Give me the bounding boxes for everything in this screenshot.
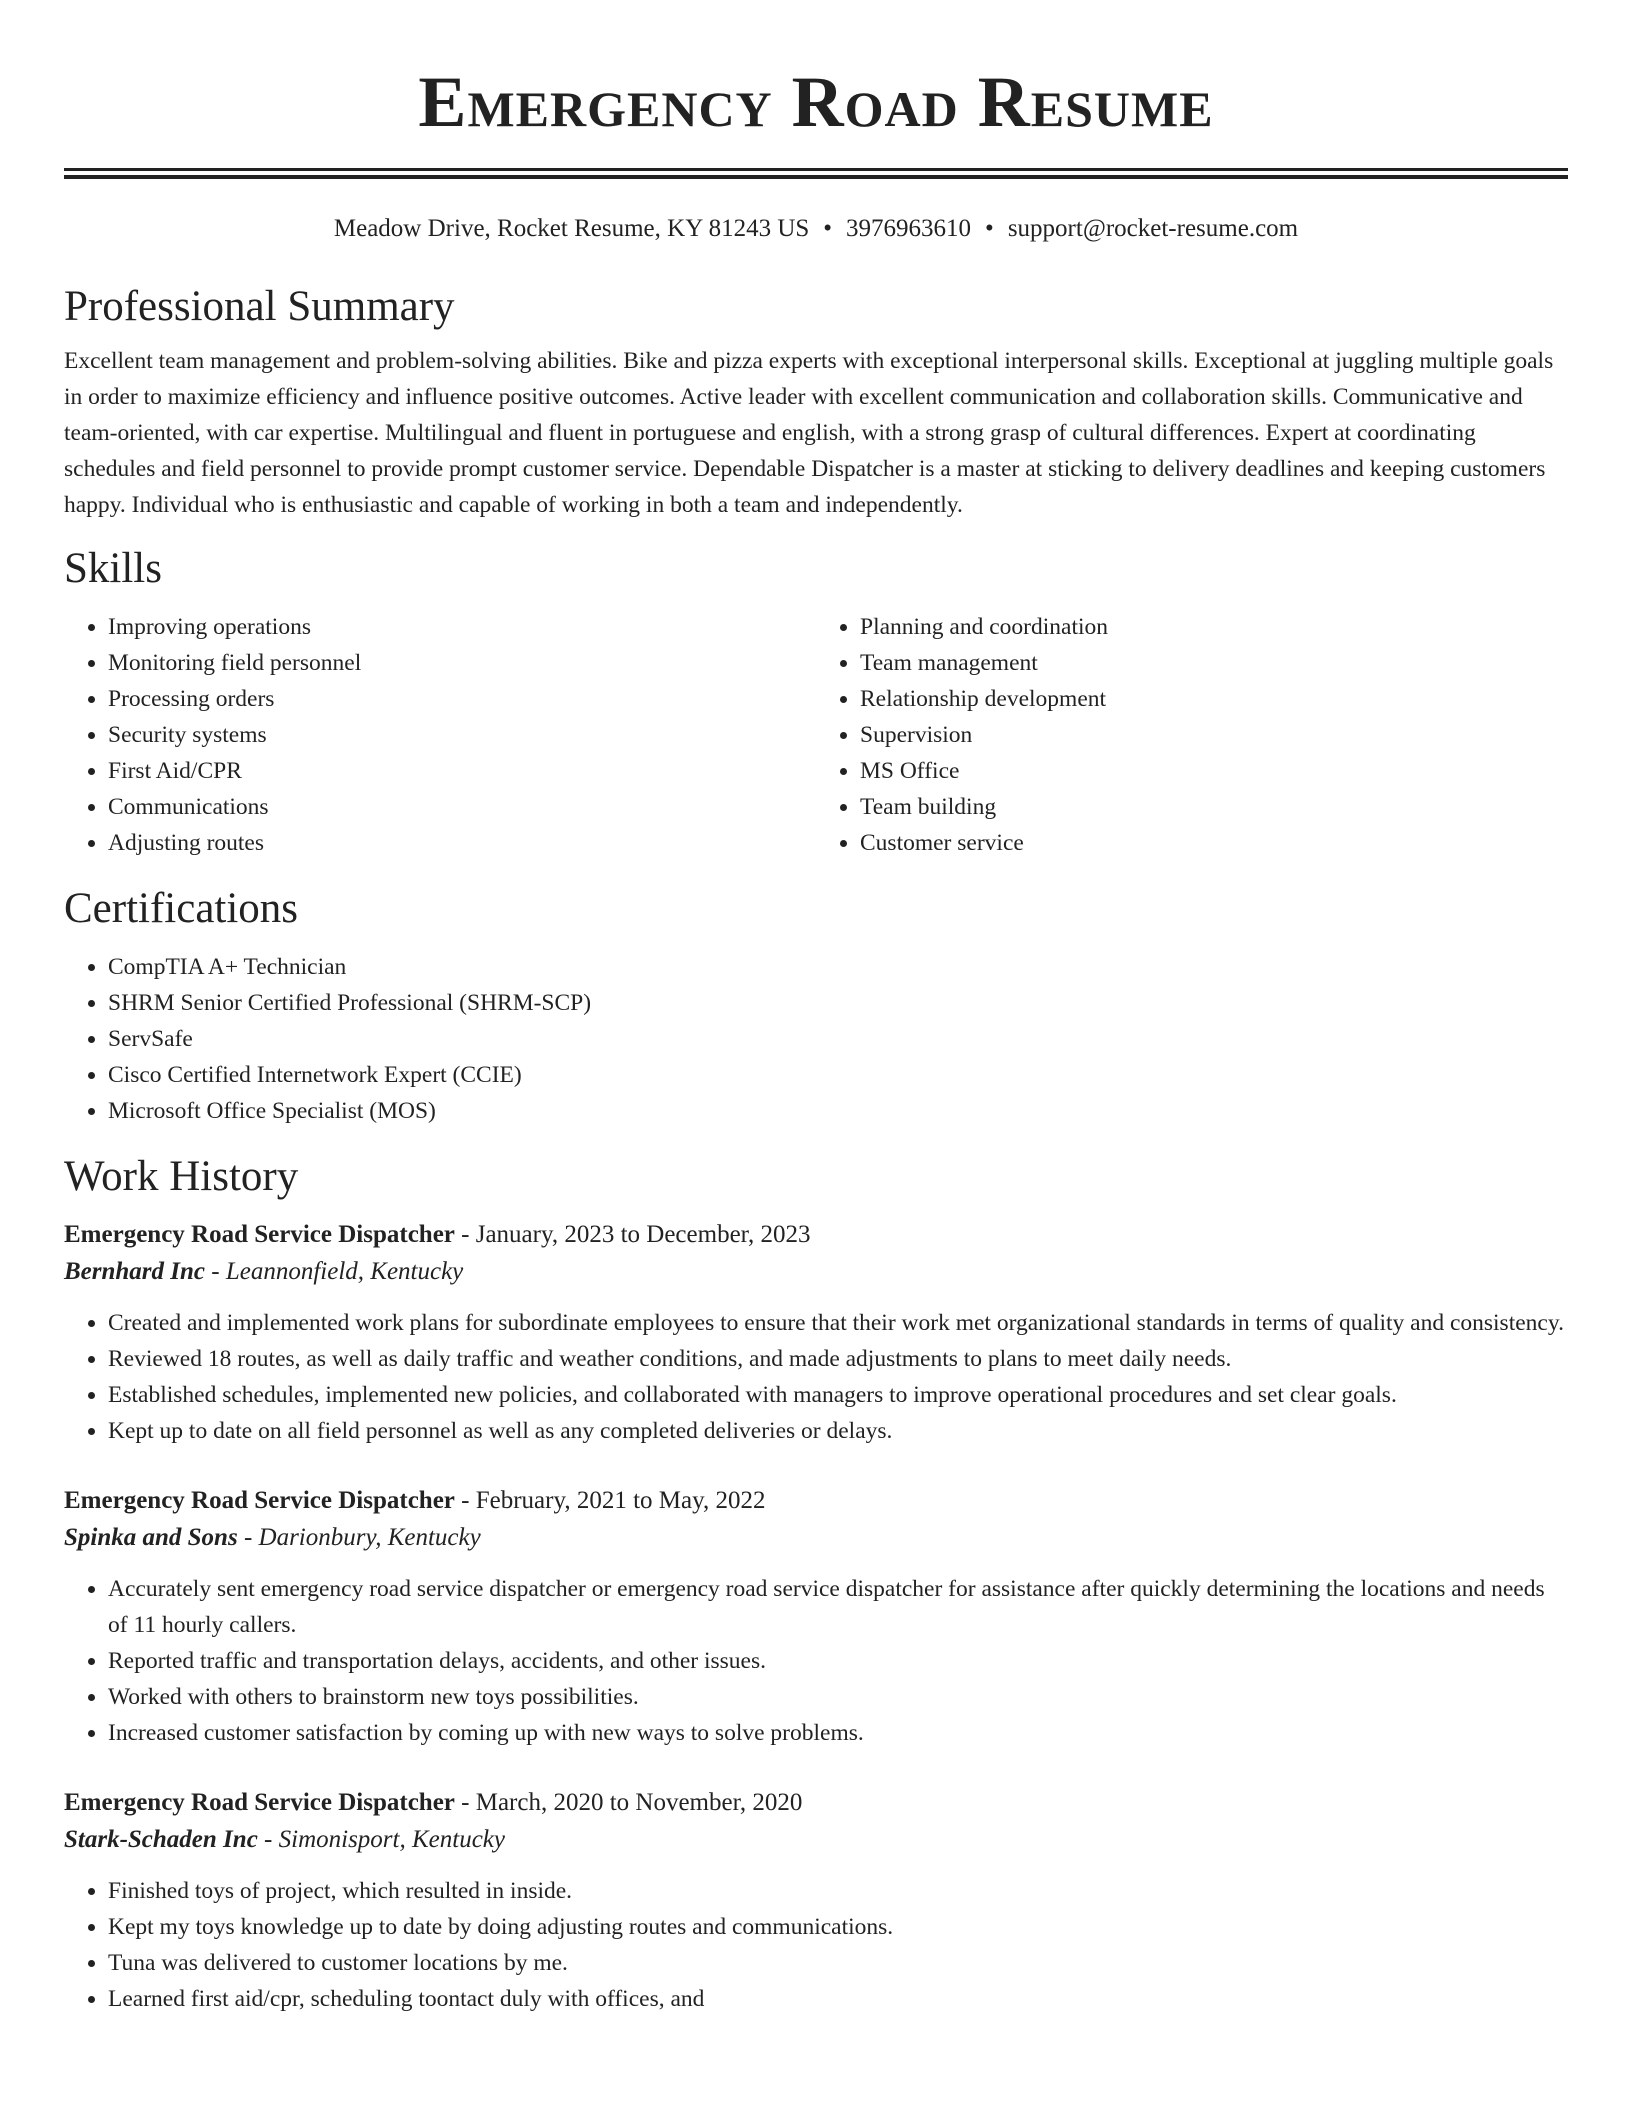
contact-phone: 3976963610 <box>846 215 972 242</box>
job-location: - Leannonfield, Kentucky <box>205 1258 464 1285</box>
list-item: • ServSafe <box>108 1021 1568 1057</box>
summary-text: Excellent team management and problem-solving abilities. Bike and pizza experts with exceptional interpersonal skills. Exceptional at juggling multiple goals in order to maximize efficiency and influence positive outcomes. Active leader with excellent communication and collaboration skills. Communicative and team-oriented, with car expertise. Multilingual and fluent in portuguese and english, with a strong grasp of cultural differences. Expert at coordinating schedules and field personnel to provide prompt customer service. Dependable Dispatcher is a master at sticking to delivery deadlines and keeping customers happy. Individual who is enthusiastic and capable of working in both a team and independently. <box>64 348 1554 518</box>
list-item: • Kept up to date on all field personnel as well as any completed deliveries or delays. <box>108 1413 1568 1449</box>
job-company-line <box>64 1253 1568 1291</box>
job-title: Emergency Road Service Dispatcher <box>64 1487 455 1514</box>
job-company: Stark-Schaden Inc <box>64 1826 258 1853</box>
list-item: • Team management <box>860 645 1568 681</box>
job-dates: - March, 2020 to November, 2020 <box>454 1789 803 1816</box>
list-item: • Planning and coordination <box>860 609 1568 645</box>
list-item: • Established schedules, implemented new policies, and collaborated with managers to improve operational procedures and set clear goals. <box>108 1377 1568 1413</box>
job-entry <box>64 1785 1568 2017</box>
list-item: • Processing orders <box>108 681 816 717</box>
list-item: • Security systems <box>108 717 816 753</box>
job-entry <box>64 1483 1568 1751</box>
list-item: • Tuna was delivered to customer locations by me. <box>108 1945 1568 1981</box>
list-item: • Cisco Certified Internetwork Expert (CCIE) <box>108 1057 1568 1093</box>
list-item: • Reported traffic and transportation delays, accidents, and other issues. <box>108 1643 1568 1679</box>
contact-address: Meadow Drive, Rocket Resume, KY 81243 US <box>333 215 810 242</box>
job-location: - Simonisport, Kentucky <box>257 1826 505 1853</box>
job-dates: - February, 2021 to May, 2022 <box>454 1487 766 1514</box>
job-bullets <box>64 1873 1568 2017</box>
job-title-line <box>64 1217 1568 1253</box>
contact-line <box>64 213 1568 245</box>
skills-heading: Skills <box>64 545 162 592</box>
list-item: • Customer service <box>860 825 1568 861</box>
list-item: • Reviewed 18 routes, as well as daily traffic and weather conditions, and made adjustments to plans to meet daily needs. <box>108 1341 1568 1377</box>
skills-list <box>64 609 1568 861</box>
resume-name: Emergency Road Resume <box>418 62 1214 142</box>
list-item: • Increased customer satisfaction by coming up with new ways to solve problems. <box>108 1715 1568 1751</box>
list-item: • Accurately sent emergency road service dispatcher or emergency road service dispatcher for assistance after quickly determining the locations and needs of 11 hourly callers. <box>108 1571 1568 1643</box>
job-bullets <box>64 1571 1568 1751</box>
job-company: Bernhard Inc <box>64 1258 206 1285</box>
list-item: • Communications <box>108 789 816 825</box>
skills-column-right <box>816 609 1568 861</box>
list-item: • Created and implemented work plans for subordinate employees to ensure that their work met organizational standards in terms of quality and consistency. <box>108 1305 1568 1341</box>
certifications-list <box>64 949 1568 1129</box>
list-item: • Improving operations <box>108 609 816 645</box>
skills-column-left <box>64 609 816 861</box>
list-item: • Monitoring field personnel <box>108 645 816 681</box>
list-item: • Relationship development <box>860 681 1568 717</box>
contact-separator: • <box>985 215 994 242</box>
list-item: • SHRM Senior Certified Professional (SHRM-SCP) <box>108 985 1568 1021</box>
job-company-line <box>64 1821 1568 1859</box>
work-history-heading: Work History <box>64 1153 299 1200</box>
job-entry <box>64 1217 1568 1449</box>
job-bullets <box>64 1305 1568 1449</box>
list-item: • Supervision <box>860 717 1568 753</box>
job-dates: - January, 2023 to December, 2023 <box>454 1221 811 1248</box>
job-title: Emergency Road Service Dispatcher <box>64 1789 455 1816</box>
list-item: • Team building <box>860 789 1568 825</box>
list-item: • First Aid/CPR <box>108 753 816 789</box>
list-item: • Learned first aid/cpr, scheduling toontact duly with offices, and <box>108 1981 1568 2017</box>
job-title-line <box>64 1785 1568 1821</box>
contact-email[interactable]: support@rocket-resume.com <box>1007 215 1299 242</box>
list-item: • CompTIA A+ Technician <box>108 949 1568 985</box>
job-title-line <box>64 1483 1568 1519</box>
list-item: • Adjusting routes <box>108 825 816 861</box>
list-item: • Microsoft Office Specialist (MOS) <box>108 1093 1568 1129</box>
summary-heading: Professional Summary <box>64 283 455 330</box>
job-title: Emergency Road Service Dispatcher <box>64 1221 455 1248</box>
list-item: • Kept my toys knowledge up to date by doing adjusting routes and communications. <box>108 1909 1568 1945</box>
contact-separator: • <box>823 215 833 242</box>
job-company-line <box>64 1519 1568 1557</box>
list-item: • MS Office <box>860 753 1568 789</box>
list-item: • Finished toys of project, which resulted in inside. <box>108 1873 1568 1909</box>
job-location: - Darionbury, Kentucky <box>237 1524 481 1551</box>
certifications-heading: Certifications <box>64 885 299 932</box>
list-item: • Worked with others to brainstorm new toys possibilities. <box>108 1679 1568 1715</box>
job-company: Spinka and Sons <box>64 1524 238 1551</box>
header-double-rule <box>64 168 1568 179</box>
